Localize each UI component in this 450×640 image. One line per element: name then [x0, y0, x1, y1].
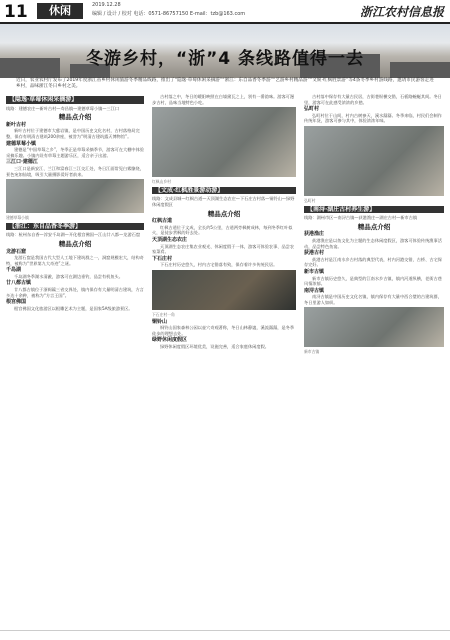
column-3 [304, 94, 444, 355]
spot-text: 荻港古村是江南水乡古村落的典型代表，村内河港交错，古桥、古宅保存完好。 [304, 256, 442, 268]
spot-text: 新市古镇历史悠久，是典型的江南水乡古镇，镇内河道纵横，老街古巷风情浓郁。 [304, 275, 442, 287]
lead-paragraph: 近日，农业农村厅发布了2019年度浙江省乡村休闲旅游冬季精品线路，推出了“隐逸·草莓休闲采摘游”“浙江：东自品香冬季游”“艺游乡村精品游”“文娱·红枫胜景游”等4条冬季乡村游线路，邀请市民游客走进乡村，品味浙江冬日乡村之美。 [16, 78, 434, 89]
spot-text: 绿野休闲度假区环境优美，设施完善，适合家庭休闲度假。 [160, 343, 269, 349]
masthead: 浙江农村信息报 [359, 5, 444, 19]
spot-name: 三江口·建德江 [6, 159, 38, 166]
photo-caption: 建德草莓小镇 [6, 215, 29, 221]
spot-text: 下石庄村历史悠久，村内古宅错落有致，保存着许多传统民居。 [160, 262, 278, 268]
section-heading: 精品点介绍 [207, 209, 241, 218]
spot-name: 获港渔庄 [304, 231, 325, 238]
footer-rule [0, 630, 450, 631]
section-heading: 精品点介绍 [357, 222, 391, 231]
route-line: 线路：湖州市区—南浔古镇—荻港渔庄—湖庄古村—新市古镇 [304, 215, 418, 221]
section-heading: 精品点介绍 [58, 113, 92, 122]
column-1 [6, 94, 144, 313]
spot-name: 绿野休闲度假区 [152, 337, 188, 344]
body-text: 古村落之中，冬日的暖阳映照在白墙黛瓦之上，别有一番韵味。游客可漫步古村，品味当地特色小吃。 [152, 94, 295, 105]
column-2 [152, 94, 296, 351]
body-text: 古村落中保存有大量古民居，古街巷纵横交错，石板路蜿蜒其间。冬日里，游客可在此感受浓浓的乡愁。 [304, 94, 442, 105]
photo-caption: 下石庄村一角 [152, 311, 175, 317]
photo [6, 179, 144, 213]
spot-text: 天顶湖生态农庄集农业观光、休闲度假于一体，游客可体验农事、品尝农家菜肴。 [152, 243, 295, 255]
section-heading: 精品点介绍 [58, 239, 92, 248]
page-number: 11 [4, 2, 28, 22]
issue-date: 2019.12.28 [92, 2, 121, 8]
spot-text: 千岛湖冬季湖水清澈，游客可在湖边垂钓，品尝有机鱼头。 [14, 273, 123, 279]
photo-caption: 红枫山乡村 [152, 179, 171, 185]
spot-text: 根宫佛国文化旅游区以根雕艺术为主题，是国家5A级旅游景区。 [14, 305, 133, 311]
spot-name: 廿八都古镇 [6, 280, 32, 287]
spot-name: 根宫佛国 [6, 299, 27, 306]
editor-line: 编辑 / 设计 / 校对 电话：0571-86757150 E-mail：tzb@163.com [92, 11, 246, 17]
route-line: 线路：文成县城—红枫古道—天顶湖生态农庄—下石庄古村落—铜铃山—绿野休闲度假区 [152, 196, 295, 207]
spot-name: 建德草莓小镇 [6, 140, 37, 147]
spot-name: 新市古镇 [304, 268, 325, 275]
spot-name: 新叶古村 [6, 121, 27, 128]
route-line: 线路：建德农庄—新叶古村—寿昌镇—建德草莓小镇—三江口 [6, 105, 120, 111]
spot-text: 红枫古道位于文成，全长约5公里，古道两旁枫树成林，每到冬季红叶似火，是徒步赏枫的好去处。 [152, 224, 293, 236]
route-line: 线路：杭州东自香—淳安千岛湖—开化根宫佛国—江山廿八都—龙游石窟 [6, 232, 141, 238]
photo-caption: 弘町村 [304, 197, 316, 203]
photo [304, 307, 444, 347]
photo [304, 126, 444, 196]
route-tag: 【隐逸·草莓休闲采摘游】 [6, 96, 144, 104]
spot-text: 龙游石窟是我国古代大型人工地下建筑群之一，洞窟规模宏大，结构奇特，被称为“世界第九大奇迹”之谜。 [6, 255, 144, 266]
spot-name: 下石庄村 [152, 255, 173, 262]
spot-name: 南浔古镇 [304, 287, 325, 294]
spot-text: 廿八都古镇位于浙闽赣三省交界处，镇内保存有大量明清古建筑，方言多达十余种，被称为“方言王国”。 [6, 287, 144, 298]
spot-text: 新叶古村位于建德市大慈岩镇，是中国历史文化名村，古村落格局完整，保存有明清古建筑200余座，被誉为“明清古建筑露天博物馆”。 [6, 128, 140, 139]
spot-name: 龙游石窟 [6, 248, 27, 255]
spot-text: 建德是“中国草莓之乡”，冬季正是草莓采摘季节，游客可在大棚中体验采摘乐趣。小镇内设有草莓主题游乐区，适合亲子出游。 [6, 147, 144, 158]
photo-caption: 新市古镇 [304, 349, 320, 355]
spot-text: 荻港渔庄是以鱼文化为主题的生态休闲度假区，游客可体验传统渔事活动，品尝特色鱼宴。 [304, 237, 442, 249]
route-tag: 【文成·红枫胜景游动游】 [152, 187, 296, 195]
photo [152, 270, 296, 310]
spot-name: 千岛湖 [6, 267, 22, 274]
page-header [0, 0, 450, 22]
spot-text: 南浔古镇是中国历史文化名镇，镇内保存有大量中西合璧的古建筑群，冬日里游人如织。 [304, 294, 442, 305]
spot-name: 弘町村 [304, 106, 320, 113]
headline: 冬游乡村，“浙”4 条线路值得一去 [85, 49, 365, 69]
spot-name: 红枫古道 [152, 218, 173, 225]
spot-name: 荻港古村 [304, 250, 325, 257]
spot-text: 弘町村位于山间，村内古树参天，溪水潺潺。冬季来临，村民们会制作传统年货，游客可参与其中，体验浓浓年味。 [304, 112, 442, 124]
section-label: 休闲 [37, 3, 83, 19]
spot-text: 三江口是新安江、兰江和富春江三江交汇处，冬日江面常见白雾缭绕，景色宛如仙境，吸引大量摄影爱好者前来。 [6, 165, 144, 177]
spot-text: 铜铃山国家森林公园以壶穴奇观著称，冬日山林静谧，溪流潺潺，是冬季徒步的理想去处。 [152, 325, 295, 336]
spot-name: 铜铃山 [152, 318, 168, 325]
route-tag: 【南浔·湖庄古村养生游】 [304, 206, 444, 214]
spot-name: 天顶湖生态农庄 [152, 236, 188, 243]
photo [152, 107, 296, 177]
route-tag: 【浙江：东自品香冬季游】 [6, 223, 144, 231]
